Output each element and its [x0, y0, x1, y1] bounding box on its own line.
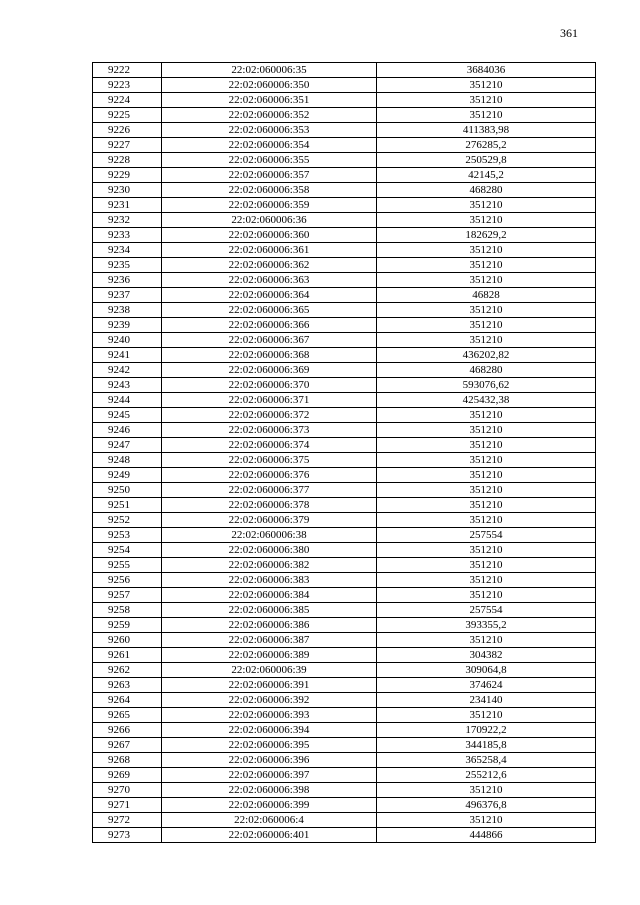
- row-number-cell: 9224: [93, 93, 162, 108]
- value-cell: 374624: [377, 678, 596, 693]
- row-number-cell: 9259: [93, 618, 162, 633]
- table-row: [93, 648, 596, 663]
- table-row: [93, 663, 596, 678]
- row-number-cell: 9246: [93, 423, 162, 438]
- row-number-cell: 9240: [93, 333, 162, 348]
- cadastral-number-cell: 22:02:060006:358: [162, 183, 377, 198]
- cadastral-number-cell: 22:02:060006:39: [162, 663, 377, 678]
- row-number-cell: 9242: [93, 363, 162, 378]
- table-row: [93, 528, 596, 543]
- row-number-cell: 9235: [93, 258, 162, 273]
- value-cell: 365258,4: [377, 753, 596, 768]
- value-cell: 351210: [377, 318, 596, 333]
- row-number-cell: 9265: [93, 708, 162, 723]
- table-row: [93, 828, 596, 843]
- cadastral-number-cell: 22:02:060006:393: [162, 708, 377, 723]
- table-row: [93, 723, 596, 738]
- value-cell: 468280: [377, 363, 596, 378]
- row-number-cell: 9272: [93, 813, 162, 828]
- table-row: [93, 153, 596, 168]
- cadastral-number-cell: 22:02:060006:369: [162, 363, 377, 378]
- table-row: [93, 93, 596, 108]
- row-number-cell: 9223: [93, 78, 162, 93]
- value-cell: 182629,2: [377, 228, 596, 243]
- table-row: [93, 558, 596, 573]
- table-row: [93, 738, 596, 753]
- value-cell: 250529,8: [377, 153, 596, 168]
- row-number-cell: 9249: [93, 468, 162, 483]
- table-row: [93, 228, 596, 243]
- row-number-cell: 9248: [93, 453, 162, 468]
- row-number-cell: 9264: [93, 693, 162, 708]
- value-cell: 425432,38: [377, 393, 596, 408]
- value-cell: 351210: [377, 633, 596, 648]
- value-cell: 276285,2: [377, 138, 596, 153]
- table-row: [93, 258, 596, 273]
- table-row: [93, 813, 596, 828]
- value-cell: 496376,8: [377, 798, 596, 813]
- value-cell: 351210: [377, 783, 596, 798]
- row-number-cell: 9230: [93, 183, 162, 198]
- row-number-cell: 9245: [93, 408, 162, 423]
- cadastral-number-cell: 22:02:060006:361: [162, 243, 377, 258]
- row-number-cell: 9266: [93, 723, 162, 738]
- value-cell: 257554: [377, 603, 596, 618]
- table-row: [93, 588, 596, 603]
- cadastral-number-cell: 22:02:060006:370: [162, 378, 377, 393]
- table-row: [93, 753, 596, 768]
- table-row: [93, 468, 596, 483]
- value-cell: 170922,2: [377, 723, 596, 738]
- cadastral-number-cell: 22:02:060006:351: [162, 93, 377, 108]
- value-cell: 46828: [377, 288, 596, 303]
- value-cell: 351210: [377, 813, 596, 828]
- cadastral-number-cell: 22:02:060006:384: [162, 588, 377, 603]
- value-cell: 351210: [377, 258, 596, 273]
- table-row: [93, 273, 596, 288]
- row-number-cell: 9257: [93, 588, 162, 603]
- cadastral-number-cell: 22:02:060006:359: [162, 198, 377, 213]
- value-cell: 42145,2: [377, 168, 596, 183]
- row-number-cell: 9238: [93, 303, 162, 318]
- value-cell: 351210: [377, 558, 596, 573]
- value-cell: 351210: [377, 423, 596, 438]
- data-table: [92, 62, 596, 843]
- row-number-cell: 9269: [93, 768, 162, 783]
- cadastral-number-cell: 22:02:060006:392: [162, 693, 377, 708]
- row-number-cell: 9241: [93, 348, 162, 363]
- cadastral-number-cell: 22:02:060006:357: [162, 168, 377, 183]
- table-row: [93, 768, 596, 783]
- table-row: [93, 303, 596, 318]
- value-cell: 309064,8: [377, 663, 596, 678]
- table-row: [93, 408, 596, 423]
- row-number-cell: 9262: [93, 663, 162, 678]
- cadastral-number-cell: 22:02:060006:352: [162, 108, 377, 123]
- table-row: [93, 618, 596, 633]
- value-cell: 351210: [377, 213, 596, 228]
- row-number-cell: 9252: [93, 513, 162, 528]
- cadastral-number-cell: 22:02:060006:360: [162, 228, 377, 243]
- table-row: [93, 438, 596, 453]
- value-cell: 351210: [377, 78, 596, 93]
- value-cell: 351210: [377, 468, 596, 483]
- table-row: [93, 78, 596, 93]
- value-cell: 304382: [377, 648, 596, 663]
- row-number-cell: 9232: [93, 213, 162, 228]
- row-number-cell: 9234: [93, 243, 162, 258]
- value-cell: 351210: [377, 408, 596, 423]
- row-number-cell: 9244: [93, 393, 162, 408]
- value-cell: 344185,8: [377, 738, 596, 753]
- value-cell: 351210: [377, 333, 596, 348]
- table-row: [93, 318, 596, 333]
- cadastral-number-cell: 22:02:060006:396: [162, 753, 377, 768]
- row-number-cell: 9231: [93, 198, 162, 213]
- cadastral-number-cell: 22:02:060006:386: [162, 618, 377, 633]
- value-cell: 393355,2: [377, 618, 596, 633]
- value-cell: 257554: [377, 528, 596, 543]
- value-cell: 351210: [377, 303, 596, 318]
- cadastral-number-cell: 22:02:060006:377: [162, 483, 377, 498]
- cadastral-number-cell: 22:02:060006:385: [162, 603, 377, 618]
- cadastral-number-cell: 22:02:060006:382: [162, 558, 377, 573]
- cadastral-number-cell: 22:02:060006:375: [162, 453, 377, 468]
- row-number-cell: 9273: [93, 828, 162, 843]
- row-number-cell: 9227: [93, 138, 162, 153]
- table-row: [93, 333, 596, 348]
- table-row: [93, 123, 596, 138]
- cadastral-number-cell: 22:02:060006:350: [162, 78, 377, 93]
- cadastral-number-cell: 22:02:060006:401: [162, 828, 377, 843]
- row-number-cell: 9237: [93, 288, 162, 303]
- cadastral-number-cell: 22:02:060006:383: [162, 573, 377, 588]
- row-number-cell: 9263: [93, 678, 162, 693]
- cadastral-number-cell: 22:02:060006:376: [162, 468, 377, 483]
- value-cell: 436202,82: [377, 348, 596, 363]
- row-number-cell: 9255: [93, 558, 162, 573]
- table-row: [93, 363, 596, 378]
- cadastral-number-cell: 22:02:060006:38: [162, 528, 377, 543]
- table-row: [93, 543, 596, 558]
- table-body: [93, 63, 596, 843]
- cadastral-number-cell: 22:02:060006:399: [162, 798, 377, 813]
- table-row: [93, 708, 596, 723]
- value-cell: 351210: [377, 543, 596, 558]
- value-cell: 411383,98: [377, 123, 596, 138]
- cadastral-number-cell: 22:02:060006:394: [162, 723, 377, 738]
- cadastral-number-cell: 22:02:060006:366: [162, 318, 377, 333]
- value-cell: 351210: [377, 438, 596, 453]
- value-cell: 351210: [377, 708, 596, 723]
- value-cell: 351210: [377, 483, 596, 498]
- cadastral-number-cell: 22:02:060006:387: [162, 633, 377, 648]
- cadastral-number-cell: 22:02:060006:4: [162, 813, 377, 828]
- cadastral-number-cell: 22:02:060006:395: [162, 738, 377, 753]
- table-row: [93, 693, 596, 708]
- table-row: [93, 513, 596, 528]
- table-row: [93, 108, 596, 123]
- value-cell: 351210: [377, 198, 596, 213]
- value-cell: 351210: [377, 93, 596, 108]
- table-row: [93, 213, 596, 228]
- value-cell: 351210: [377, 108, 596, 123]
- row-number-cell: 9222: [93, 63, 162, 78]
- value-cell: 351210: [377, 453, 596, 468]
- value-cell: 351210: [377, 498, 596, 513]
- cadastral-number-cell: 22:02:060006:365: [162, 303, 377, 318]
- cadastral-number-cell: 22:02:060006:380: [162, 543, 377, 558]
- table-row: [93, 243, 596, 258]
- row-number-cell: 9251: [93, 498, 162, 513]
- cadastral-number-cell: 22:02:060006:368: [162, 348, 377, 363]
- cadastral-number-cell: 22:02:060006:379: [162, 513, 377, 528]
- row-number-cell: 9233: [93, 228, 162, 243]
- row-number-cell: 9228: [93, 153, 162, 168]
- cadastral-number-cell: 22:02:060006:363: [162, 273, 377, 288]
- value-cell: 351210: [377, 573, 596, 588]
- value-cell: 351210: [377, 588, 596, 603]
- value-cell: 593076,62: [377, 378, 596, 393]
- row-number-cell: 9270: [93, 783, 162, 798]
- row-number-cell: 9254: [93, 543, 162, 558]
- row-number-cell: 9260: [93, 633, 162, 648]
- value-cell: 468280: [377, 183, 596, 198]
- row-number-cell: 9253: [93, 528, 162, 543]
- cadastral-number-cell: 22:02:060006:354: [162, 138, 377, 153]
- table-row: [93, 453, 596, 468]
- row-number-cell: 9267: [93, 738, 162, 753]
- value-cell: 444866: [377, 828, 596, 843]
- table-row: [93, 603, 596, 618]
- cadastral-number-cell: 22:02:060006:35: [162, 63, 377, 78]
- table-row: [93, 348, 596, 363]
- cadastral-number-cell: 22:02:060006:397: [162, 768, 377, 783]
- row-number-cell: 9226: [93, 123, 162, 138]
- row-number-cell: 9256: [93, 573, 162, 588]
- table-row: [93, 138, 596, 153]
- table-row: [93, 783, 596, 798]
- row-number-cell: 9247: [93, 438, 162, 453]
- cadastral-number-cell: 22:02:060006:373: [162, 423, 377, 438]
- value-cell: 255212,6: [377, 768, 596, 783]
- value-cell: 351210: [377, 243, 596, 258]
- cadastral-number-cell: 22:02:060006:372: [162, 408, 377, 423]
- table-row: [93, 378, 596, 393]
- table-row: [93, 498, 596, 513]
- row-number-cell: 9261: [93, 648, 162, 663]
- cadastral-number-cell: 22:02:060006:378: [162, 498, 377, 513]
- value-cell: 234140: [377, 693, 596, 708]
- row-number-cell: 9225: [93, 108, 162, 123]
- row-number-cell: 9271: [93, 798, 162, 813]
- cadastral-number-cell: 22:02:060006:371: [162, 393, 377, 408]
- value-cell: 3684036: [377, 63, 596, 78]
- table-row: [93, 288, 596, 303]
- cadastral-number-cell: 22:02:060006:374: [162, 438, 377, 453]
- cadastral-number-cell: 22:02:060006:367: [162, 333, 377, 348]
- page-number: 361: [560, 26, 578, 40]
- cadastral-number-cell: 22:02:060006:353: [162, 123, 377, 138]
- table-row: [93, 63, 596, 78]
- table-row: [93, 483, 596, 498]
- table-row: [93, 633, 596, 648]
- cadastral-number-cell: 22:02:060006:355: [162, 153, 377, 168]
- cadastral-number-cell: 22:02:060006:391: [162, 678, 377, 693]
- table-row: [93, 183, 596, 198]
- table-row: [93, 798, 596, 813]
- table-row: [93, 678, 596, 693]
- cadastral-number-cell: 22:02:060006:389: [162, 648, 377, 663]
- row-number-cell: 9258: [93, 603, 162, 618]
- table-row: [93, 573, 596, 588]
- row-number-cell: 9268: [93, 753, 162, 768]
- row-number-cell: 9229: [93, 168, 162, 183]
- cadastral-number-cell: 22:02:060006:362: [162, 258, 377, 273]
- row-number-cell: 9243: [93, 378, 162, 393]
- table-row: [93, 423, 596, 438]
- cadastral-number-cell: 22:02:060006:36: [162, 213, 377, 228]
- row-number-cell: 9239: [93, 318, 162, 333]
- table-row: [93, 198, 596, 213]
- row-number-cell: 9236: [93, 273, 162, 288]
- table-row: [93, 393, 596, 408]
- cadastral-number-cell: 22:02:060006:398: [162, 783, 377, 798]
- table-row: [93, 168, 596, 183]
- value-cell: 351210: [377, 273, 596, 288]
- value-cell: 351210: [377, 513, 596, 528]
- cadastral-number-cell: 22:02:060006:364: [162, 288, 377, 303]
- row-number-cell: 9250: [93, 483, 162, 498]
